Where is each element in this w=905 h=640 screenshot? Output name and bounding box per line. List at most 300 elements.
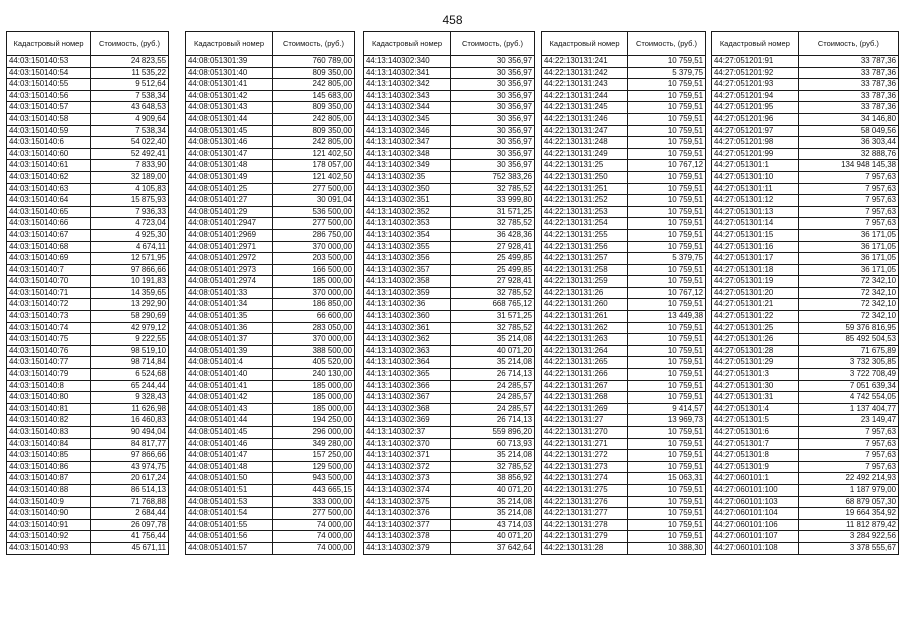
cadastral-number-cell: 44:13:140302:369 [364, 415, 451, 427]
table-row [542, 218, 706, 230]
cadastral-number-cell: 44:03:150140:76 [7, 345, 91, 357]
table-row [7, 160, 169, 172]
cost-cell: 10 759,51 [628, 113, 706, 125]
table-row [542, 508, 706, 520]
table-row [712, 148, 899, 160]
cost-cell: 11 535,22 [91, 67, 169, 79]
table-row [7, 102, 169, 114]
table-row [542, 287, 706, 299]
table-row [712, 311, 899, 323]
cost-cell: 10 759,51 [628, 171, 706, 183]
table-row [712, 392, 899, 404]
table-row [364, 137, 535, 149]
cost-cell: 203 500,00 [273, 253, 355, 265]
cost-cell: 333 000,00 [273, 496, 355, 508]
cadastral-number-cell: 44:22:130131:259 [542, 276, 628, 288]
cost-cell: 30 356,97 [451, 148, 535, 160]
cost-cell: 30 356,97 [451, 160, 535, 172]
table-row [364, 183, 535, 195]
cadastral-number-cell: 44:27:051201:93 [712, 79, 799, 91]
cadastral-number-cell: 44:13:140302:340 [364, 56, 451, 68]
table-row [364, 79, 535, 91]
cost-cell: 72 342,10 [798, 299, 898, 311]
cost-cell: 185 000,00 [273, 392, 355, 404]
cadastral-number-cell: 44:27:051301:21 [712, 299, 799, 311]
table-row [364, 345, 535, 357]
cost-cell: 11 812 879,42 [798, 519, 898, 531]
cadastral-number-cell: 44:13:140302:361 [364, 322, 451, 334]
cadastral-number-cell: 44:22:130131:279 [542, 531, 628, 543]
cadastral-number-cell: 44:27:051201:95 [712, 102, 799, 114]
cost-cell: 405 520,00 [273, 357, 355, 369]
table-row [7, 229, 169, 241]
cadastral-number-cell: 44:13:140302:370 [364, 438, 451, 450]
cost-cell: 19 664 354,92 [798, 508, 898, 520]
cadastral-number-cell: 44:13:140302:358 [364, 276, 451, 288]
cadastral-number-cell: 44:27:060101:107 [712, 531, 799, 543]
cadastral-number-cell: 44:22:130131:248 [542, 137, 628, 149]
table-row [712, 334, 899, 346]
cadastral-number-cell: 44:08:051401:55 [186, 519, 273, 531]
cost-cell: 1 187 979,00 [798, 484, 898, 496]
cost-cell: 10 759,51 [628, 264, 706, 276]
cost-cell: 27 928,41 [451, 241, 535, 253]
cadastral-number-cell: 44:22:130131:278 [542, 519, 628, 531]
cadastral-number-cell: 44:27:051301:17 [712, 253, 799, 265]
cadastral-number-cell: 44:13:140302:362 [364, 334, 451, 346]
cadastral-number-cell: 44:27:060101:103 [712, 496, 799, 508]
cadastral-number-cell: 44:22:130131:26 [542, 287, 628, 299]
cost-cell: 943 500,00 [273, 473, 355, 485]
table-row [364, 357, 535, 369]
table-row [712, 253, 899, 265]
cadastral-number-cell: 44:13:140302:353 [364, 218, 451, 230]
table-row [186, 531, 355, 543]
cost-cell: 30 091,04 [273, 195, 355, 207]
cost-cell: 370 000,00 [273, 334, 355, 346]
cadastral-number-cell: 44:22:130131:276 [542, 496, 628, 508]
cost-cell: 32 189,00 [91, 171, 169, 183]
cost-cell: 370 000,00 [273, 241, 355, 253]
table-row [7, 427, 169, 439]
cadastral-number-cell: 44:22:130131:274 [542, 473, 628, 485]
table-row [712, 450, 899, 462]
cost-cell: 43 974,75 [91, 461, 169, 473]
cost-cell: 242 805,00 [273, 79, 355, 91]
cadastral-number-cell: 44:08:051401:56 [186, 531, 273, 543]
cost-cell: 35 214,08 [451, 496, 535, 508]
table-header-row [364, 32, 535, 56]
cadastral-number-cell: 44:22:130131:266 [542, 369, 628, 381]
cost-cell: 10 759,51 [628, 137, 706, 149]
cadastral-number-cell: 44:08:051301:39 [186, 56, 273, 68]
cost-cell: 15 875,93 [91, 195, 169, 207]
cadastral-number-cell: 44:03:150140:79 [7, 369, 91, 381]
cost-cell: 5 379,75 [628, 253, 706, 265]
cadastral-number-cell: 44:22:130131:242 [542, 67, 628, 79]
cost-cell: 10 759,51 [628, 206, 706, 218]
cost-cell: 10 759,51 [628, 357, 706, 369]
table-row [712, 102, 899, 114]
cost-cell: 36 171,05 [798, 229, 898, 241]
cadastral-number-cell: 44:08:051401:40 [186, 369, 273, 381]
cadastral-number-cell: 44:22:130131:258 [542, 264, 628, 276]
header-cost: Стоимость, (руб.) [451, 32, 535, 56]
cadastral-number-cell: 44:03:150140:91 [7, 519, 91, 531]
cadastral-number-cell: 44:13:140302:373 [364, 473, 451, 485]
cadastral-number-cell: 44:08:051401:2973 [186, 264, 273, 276]
cost-cell: 10 759,51 [628, 369, 706, 381]
table-row [364, 195, 535, 207]
cost-cell: 121 402,50 [273, 171, 355, 183]
cadastral-number-cell: 44:27:051301:11 [712, 183, 799, 195]
cadastral-number-cell: 44:08:051301:44 [186, 113, 273, 125]
cadastral-number-cell: 44:22:130131:260 [542, 299, 628, 311]
table-row [712, 206, 899, 218]
table-row [364, 264, 535, 276]
cadastral-number-cell: 44:13:140302:363 [364, 345, 451, 357]
table-row [7, 542, 169, 554]
table-row [542, 531, 706, 543]
table-row [542, 79, 706, 91]
cadastral-number-cell: 44:03:150140:67 [7, 229, 91, 241]
cadastral-number-cell: 44:27:060101:106 [712, 519, 799, 531]
table-header-row [712, 32, 899, 56]
cadastral-number-cell: 44:27:051301:5 [712, 415, 799, 427]
cadastral-number-cell: 44:03:150140:55 [7, 79, 91, 91]
table-row [186, 206, 355, 218]
table-row [712, 322, 899, 334]
cost-cell: 97 866,66 [91, 264, 169, 276]
cadastral-number-cell: 44:27:051201:97 [712, 125, 799, 137]
table-row [542, 461, 706, 473]
cadastral-number-cell: 44:03:150140:75 [7, 334, 91, 346]
cost-cell: 33 787,36 [798, 102, 898, 114]
table-header-row [542, 32, 706, 56]
cost-cell: 26 714,13 [451, 415, 535, 427]
cost-cell: 22 492 214,93 [798, 473, 898, 485]
cadastral-number-cell: 44:27:051301:25 [712, 322, 799, 334]
cost-cell: 3 378 555,67 [798, 542, 898, 554]
cost-cell: 7 957,63 [798, 218, 898, 230]
table-row [186, 345, 355, 357]
table-row [542, 484, 706, 496]
cost-cell: 16 460,83 [91, 415, 169, 427]
table-row [542, 137, 706, 149]
cadastral-number-cell: 44:13:140302:343 [364, 90, 451, 102]
cadastral-number-cell: 44:22:130131:25 [542, 160, 628, 172]
cadastral-number-cell: 44:03:150140:9 [7, 496, 91, 508]
table-row [186, 125, 355, 137]
table-row [7, 496, 169, 508]
cost-cell: 10 767,12 [628, 287, 706, 299]
cadastral-number-cell: 44:03:150140:70 [7, 276, 91, 288]
cadastral-number-cell: 44:22:130131:241 [542, 56, 628, 68]
cost-cell: 7 957,63 [798, 171, 898, 183]
cost-cell: 166 500,00 [273, 264, 355, 276]
table-row [542, 56, 706, 68]
table-row [712, 299, 899, 311]
cost-cell: 9 222,55 [91, 334, 169, 346]
cadastral-number-cell: 44:03:150140:71 [7, 287, 91, 299]
table-row [7, 450, 169, 462]
cadastral-number-cell: 44:08:051301:42 [186, 90, 273, 102]
cadastral-table-2 [185, 31, 355, 555]
cost-cell: 3 284 922,56 [798, 531, 898, 543]
table-row [186, 276, 355, 288]
cadastral-number-cell: 44:13:140302:357 [364, 264, 451, 276]
cost-cell: 809 350,00 [273, 102, 355, 114]
cost-cell: 9 414,57 [628, 403, 706, 415]
cadastral-number-cell: 44:22:130131:265 [542, 357, 628, 369]
table-row [542, 90, 706, 102]
cadastral-number-cell: 44:27:051301:31 [712, 392, 799, 404]
table-row [712, 160, 899, 172]
cadastral-number-cell: 44:03:150140:85 [7, 450, 91, 462]
table-row [712, 218, 899, 230]
table-row [364, 334, 535, 346]
cost-cell: 30 356,97 [451, 67, 535, 79]
cadastral-number-cell: 44:03:150140:69 [7, 253, 91, 265]
cadastral-number-cell: 44:27:051301:6 [712, 427, 799, 439]
cadastral-number-cell: 44:08:051301:40 [186, 67, 273, 79]
table-row [7, 67, 169, 79]
header-cost: Стоимость, (руб.) [273, 32, 355, 56]
cost-cell: 4 909,64 [91, 113, 169, 125]
cost-cell: 10 759,51 [628, 496, 706, 508]
table-row [712, 183, 899, 195]
table-row [542, 334, 706, 346]
cadastral-number-cell: 44:22:130131:27 [542, 415, 628, 427]
cost-cell: 90 494,04 [91, 427, 169, 439]
cost-cell: 13 292,90 [91, 299, 169, 311]
cadastral-number-cell: 44:27:051201:99 [712, 148, 799, 160]
cost-cell: 668 765,12 [451, 299, 535, 311]
table-row [712, 171, 899, 183]
table-row [186, 229, 355, 241]
table-row [542, 183, 706, 195]
table-row [7, 264, 169, 276]
cadastral-number-cell: 44:13:140302:342 [364, 79, 451, 91]
table-row [542, 369, 706, 381]
cost-cell: 85 492 504,53 [798, 334, 898, 346]
cadastral-number-cell: 44:08:051401:51 [186, 484, 273, 496]
cost-cell: 388 500,00 [273, 345, 355, 357]
cost-cell: 31 571,25 [451, 311, 535, 323]
cadastral-number-cell: 44:08:051401:45 [186, 427, 273, 439]
cadastral-number-cell: 44:08:051401:25 [186, 183, 273, 195]
table-row [364, 67, 535, 79]
cost-cell: 58 290,69 [91, 311, 169, 323]
cadastral-number-cell: 44:13:140302:371 [364, 450, 451, 462]
cadastral-number-cell: 44:22:130131:273 [542, 461, 628, 473]
cadastral-number-cell: 44:03:150140:84 [7, 438, 91, 450]
cadastral-number-cell: 44:13:140302:346 [364, 125, 451, 137]
cadastral-number-cell: 44:27:051301:22 [712, 311, 799, 323]
cost-cell: 185 000,00 [273, 276, 355, 288]
cost-cell: 32 785,52 [451, 183, 535, 195]
cadastral-number-cell: 44:08:051401:47 [186, 450, 273, 462]
cadastral-number-cell: 44:08:051301:43 [186, 102, 273, 114]
cost-cell: 10 759,51 [628, 484, 706, 496]
cadastral-number-cell: 44:13:140302:348 [364, 148, 451, 160]
cadastral-number-cell: 44:08:051401:27 [186, 195, 273, 207]
cadastral-number-cell: 44:08:051301:45 [186, 125, 273, 137]
table-row [186, 450, 355, 462]
cadastral-number-cell: 44:22:130131:247 [542, 125, 628, 137]
cost-cell: 36 171,05 [798, 241, 898, 253]
cost-cell: 25 499,85 [451, 264, 535, 276]
table-row [712, 195, 899, 207]
cost-cell: 33 787,36 [798, 79, 898, 91]
cost-cell: 186 850,00 [273, 299, 355, 311]
table-row [712, 56, 899, 68]
table-row [186, 264, 355, 276]
cadastral-number-cell: 44:22:130131:277 [542, 508, 628, 520]
cost-cell: 54 022,40 [91, 137, 169, 149]
cadastral-number-cell: 44:08:051301:49 [186, 171, 273, 183]
table-row [7, 253, 169, 265]
cadastral-number-cell: 44:08:051301:46 [186, 137, 273, 149]
table-row [712, 531, 899, 543]
cadastral-number-cell: 44:27:051301:9 [712, 461, 799, 473]
cost-cell: 7 833,90 [91, 160, 169, 172]
cost-cell: 157 250,00 [273, 450, 355, 462]
cost-cell: 4 742 554,05 [798, 392, 898, 404]
table-row [542, 299, 706, 311]
cost-cell: 185 000,00 [273, 403, 355, 415]
table-row [712, 403, 899, 415]
cost-cell: 277 500,00 [273, 508, 355, 520]
cadastral-number-cell: 44:22:130131:267 [542, 380, 628, 392]
table-row [7, 241, 169, 253]
cadastral-number-cell: 44:13:140302:351 [364, 195, 451, 207]
table-row [186, 148, 355, 160]
cost-cell: 7 957,63 [798, 183, 898, 195]
cost-cell: 145 683,00 [273, 90, 355, 102]
table-row [7, 113, 169, 125]
cadastral-number-cell: 44:08:051401:33 [186, 287, 273, 299]
header-cost: Стоимость, (руб.) [91, 32, 169, 56]
cadastral-table-3 [363, 31, 535, 555]
cadastral-table-4 [541, 31, 706, 555]
cost-cell: 72 342,10 [798, 311, 898, 323]
cadastral-number-cell: 44:22:130131:272 [542, 450, 628, 462]
cost-cell: 5 379,75 [628, 67, 706, 79]
cost-cell: 185 000,00 [273, 380, 355, 392]
table-row [712, 473, 899, 485]
cadastral-number-cell: 44:03:150140:82 [7, 415, 91, 427]
table-row [542, 311, 706, 323]
cost-cell: 10 759,51 [628, 322, 706, 334]
table-row [7, 357, 169, 369]
table-row [186, 79, 355, 91]
cadastral-number-cell: 44:13:140302:36 [364, 299, 451, 311]
cadastral-number-cell: 44:08:051401:35 [186, 311, 273, 323]
table-row [7, 287, 169, 299]
cadastral-number-cell: 44:27:060101:104 [712, 508, 799, 520]
table-row [542, 160, 706, 172]
cadastral-number-cell: 44:22:130131:254 [542, 218, 628, 230]
cadastral-number-cell: 44:03:150140:73 [7, 311, 91, 323]
cost-cell: 240 130,00 [273, 369, 355, 381]
table-row [7, 345, 169, 357]
cadastral-number-cell: 44:03:150140:93 [7, 542, 91, 554]
table-row [542, 392, 706, 404]
table-row [364, 508, 535, 520]
table-row [712, 345, 899, 357]
table-row [712, 357, 899, 369]
cost-cell: 10 759,51 [628, 276, 706, 288]
cadastral-number-cell: 44:22:130131:28 [542, 542, 628, 554]
cost-cell: 40 071,20 [451, 484, 535, 496]
table-row [712, 229, 899, 241]
cadastral-number-cell: 44:22:130131:249 [542, 148, 628, 160]
cost-cell: 10 759,51 [628, 102, 706, 114]
cost-cell: 15 063,31 [628, 473, 706, 485]
cost-cell: 24 285,57 [451, 392, 535, 404]
table-row [364, 322, 535, 334]
cost-cell: 121 402,50 [273, 148, 355, 160]
cadastral-number-cell: 44:08:051401:57 [186, 542, 273, 554]
table-row [186, 56, 355, 68]
table-row [364, 392, 535, 404]
cadastral-number-cell: 44:27:051301:16 [712, 241, 799, 253]
cadastral-number-cell: 44:13:140302:377 [364, 519, 451, 531]
table-row [7, 461, 169, 473]
table-row [7, 473, 169, 485]
table-row [186, 241, 355, 253]
table-row [542, 473, 706, 485]
cadastral-number-cell: 44:13:140302:349 [364, 160, 451, 172]
table-row [186, 542, 355, 554]
cost-cell: 34 146,80 [798, 113, 898, 125]
cadastral-number-cell: 44:22:130131:269 [542, 403, 628, 415]
table-header-row [7, 32, 169, 56]
table-row [364, 90, 535, 102]
table-row [364, 171, 535, 183]
cadastral-number-cell: 44:27:051301:8 [712, 450, 799, 462]
cadastral-number-cell: 44:08:051401:2972 [186, 253, 273, 265]
table-row [7, 148, 169, 160]
cost-cell: 10 759,51 [628, 461, 706, 473]
table-row [7, 311, 169, 323]
cadastral-number-cell: 44:08:051401:46 [186, 438, 273, 450]
cadastral-number-cell: 44:27:051301:4 [712, 403, 799, 415]
table-row [186, 183, 355, 195]
cost-cell: 296 000,00 [273, 427, 355, 439]
cost-cell: 42 979,12 [91, 322, 169, 334]
table-row [7, 195, 169, 207]
cadastral-number-cell: 44:22:130131:270 [542, 427, 628, 439]
table-row [7, 484, 169, 496]
table-row [542, 195, 706, 207]
table-row [7, 508, 169, 520]
cadastral-number-cell: 44:08:051401:43 [186, 403, 273, 415]
cadastral-number-cell: 44:13:140302:367 [364, 392, 451, 404]
cadastral-number-cell: 44:27:051301:18 [712, 264, 799, 276]
cadastral-table-5 [711, 31, 899, 555]
cost-cell: 33 999,80 [451, 195, 535, 207]
cadastral-number-cell: 44:03:150140:6 [7, 137, 91, 149]
table-row [186, 113, 355, 125]
cost-cell: 45 671,11 [91, 542, 169, 554]
table-row [364, 380, 535, 392]
cost-cell: 66 600,00 [273, 311, 355, 323]
cadastral-number-cell: 44:03:150140:53 [7, 56, 91, 68]
table-row [712, 241, 899, 253]
table-row [186, 380, 355, 392]
